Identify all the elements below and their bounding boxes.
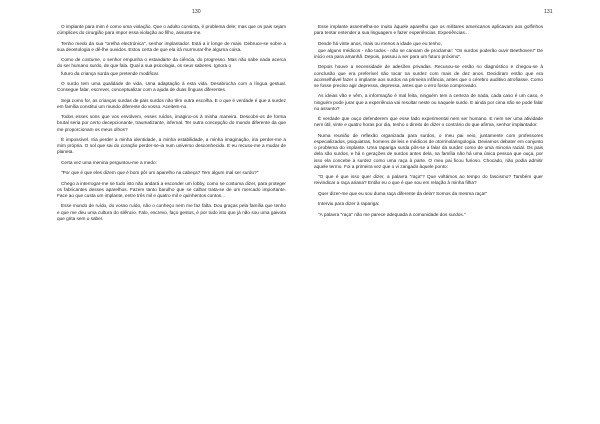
paragraph: Certa vez uma menina perguntou-me a medo:: [61, 159, 157, 165]
page-number: 131: [544, 9, 553, 15]
paragraph: Todos esses sons que vos envolvem, esses ruídos, imagino-os à minha maneira. Descobri-os de forma brutal seria por certo decepcionante, traumatizante, infernal. Ter outra concepção do mundo diferente da que me proporcionam os meus olhos?: [57, 114, 286, 132]
paragraph: Numa reunião de reflexão organizada para surdos, o meu pai veio, juntamente com professores especializados, psiquiatras, homens de leis e médicos de otorrinolaringologia. Deviamos debater em conjunto o problema do implante. Uma rapariga surda pôs-se a falar da surdez como de uma minoria racial. Os pais dela são surdos, e há n gerações de surdos antes dela, na família não há uma única pessoa que ouça, por isso ela concebe a surdez como uma raça à parte. O meu pai ficou furioso. Chocado, não podia admitir aquele termo. Foi a primeira vez que o vi zangado àquele ponto:: [314, 132, 543, 169]
paragraph: Como de costume, o senhor empunha o estandarte da ciência, do progresso. Mas não sabe nada acerca do ser humano surdo, de que fala. Qual a sua psicologia, os seus saberes. Ignora o: [57, 57, 286, 69]
paragraph: "Por que é que eles dizem que é bom pôr um aparelho na cabeça? Tem algum mal ser surdo?": [61, 170, 259, 176]
paragraph: futuro da criança surda que pretende modificar.: [61, 70, 160, 76]
paragraph: "O que é que isso quer dizer, a palavra "raça"? Que voltámos ao tempo do fascismo? Também quer reivindicar a raça ariana? Então eu o que é que sou em relação à minha filha?: [314, 174, 543, 186]
paragraph: As ideias vão e vêm, a informação é mal feita, ninguém tem a certeza de nada, cada caso é um caso, e ninguém pode jurar que a experiência vai resultar neste ou naquele surdo. E ainda por cima não se pode falar no assunto?: [314, 93, 543, 111]
paragraph: É impossível. Iria perder a minha identidade, a minha estabilidade, a minha imaginação, iria perder-me a mim própria. O sol que sai do coração perder-se-ia num universo desconhecido. E eu recuso-me a mudar de planeta.: [57, 136, 286, 155]
paragraph: É verdade que ouço defenderem que esse lado experimental nem ser humano. E nem ser uma atividade nem útil, vinte e quatro horas por dia, tenho o direito de dizer o contrário do que afirma, senhor implantador.: [314, 116, 543, 128]
paragraph: O implante para mim é como uma violação. Que o adulto consinta, é problema dele; mas que os pais sejam cúmplices do cirurgião para impor essa violação ao filho, assusta-me.: [57, 24, 286, 36]
page-number: 130: [192, 9, 201, 15]
paragraph: Seja como for, as crianças surdas de pais surdos não têm outra escolha. E o que é verdade é que a surdez em família constitui um mundo diferente do vosso. Aceitem-no.: [57, 97, 286, 109]
paragraph: Chego a interrogar-me se tudo isto não andará a esconder um lobby, como se costuma dizer, para proteger os fabricantes desses aparelhos. Fazem tanto barulho que se calhar trata-se de um mercado importante. Face ao que custa um implante, entre três mil e quatro mil e quinhentos contos...: [57, 180, 286, 198]
paragraph: Desde há vinte anos, mais ou menos a idade que eu tenho,: [318, 40, 442, 46]
paragraph: Quer dizer-me que eu sou duma raça diferente da dela? Somos da mesma raça!": [318, 190, 488, 196]
paragraph: Depois houve a necessidade de adesões privadas. Recusou-se então no diagnóstico e chegou-se à conclusão que era preferível não tocar na surdez com mais de dez anos. Decidiram então que era aconselhável fazer o implante aos surdos na primeira infância, antes que o cérebro auditivo atrofiasse. Como se fosse preciso agir depressa, depressa, antes que o erro fosse comprovado.: [314, 64, 543, 88]
paragraph: O surdo tem uma qualidade de vida. Uma adaptação à esta vida. Desabrocha com a língua gestual. Consegue falar, escrever, conceptualizar com a ajuda de duas línguas diferentes.: [57, 80, 286, 93]
paragraph: "A palavra "raça" não me parece adequada à comunidade dos surdos.": [318, 211, 466, 217]
paragraph: que alguns médicos - não todos - não se cansam de proclamar: "Os surdos poderão ouvir Beethoven!" De início era para amanhã. Depois, passou a ser para um futuro próximo".: [314, 47, 543, 59]
paragraph: Interviu para dizer à rapariga:: [318, 201, 380, 207]
right-page: [300, 0, 600, 424]
paragraph: Esse implante assemelha-se muito àquele aparelho que os militares americanos aplicavam aos golfinhos para tentar entender a sua linguagem e fazer experiências. Experiências...: [314, 24, 543, 36]
paragraph: Tenho medo da sua "orelha electrónica", senhor implantador. Está a ir longe de mais. Debruce-se sobre a sua deontologia e dê-lhe ouvidos. Estou certa de que ela irá murmurar-lhe alguma coisa.: [57, 40, 286, 52]
paragraph: Esse mundo de ruído, do vosso ruído, não o conheço nem me faz falta. Dou graças pela família que tenho e que me deu uma cultura do silêncio. Falo, escrevo, faço gestos, é por tudo isto que já não sou uma gaivota que grita sem o saber.: [57, 203, 286, 221]
